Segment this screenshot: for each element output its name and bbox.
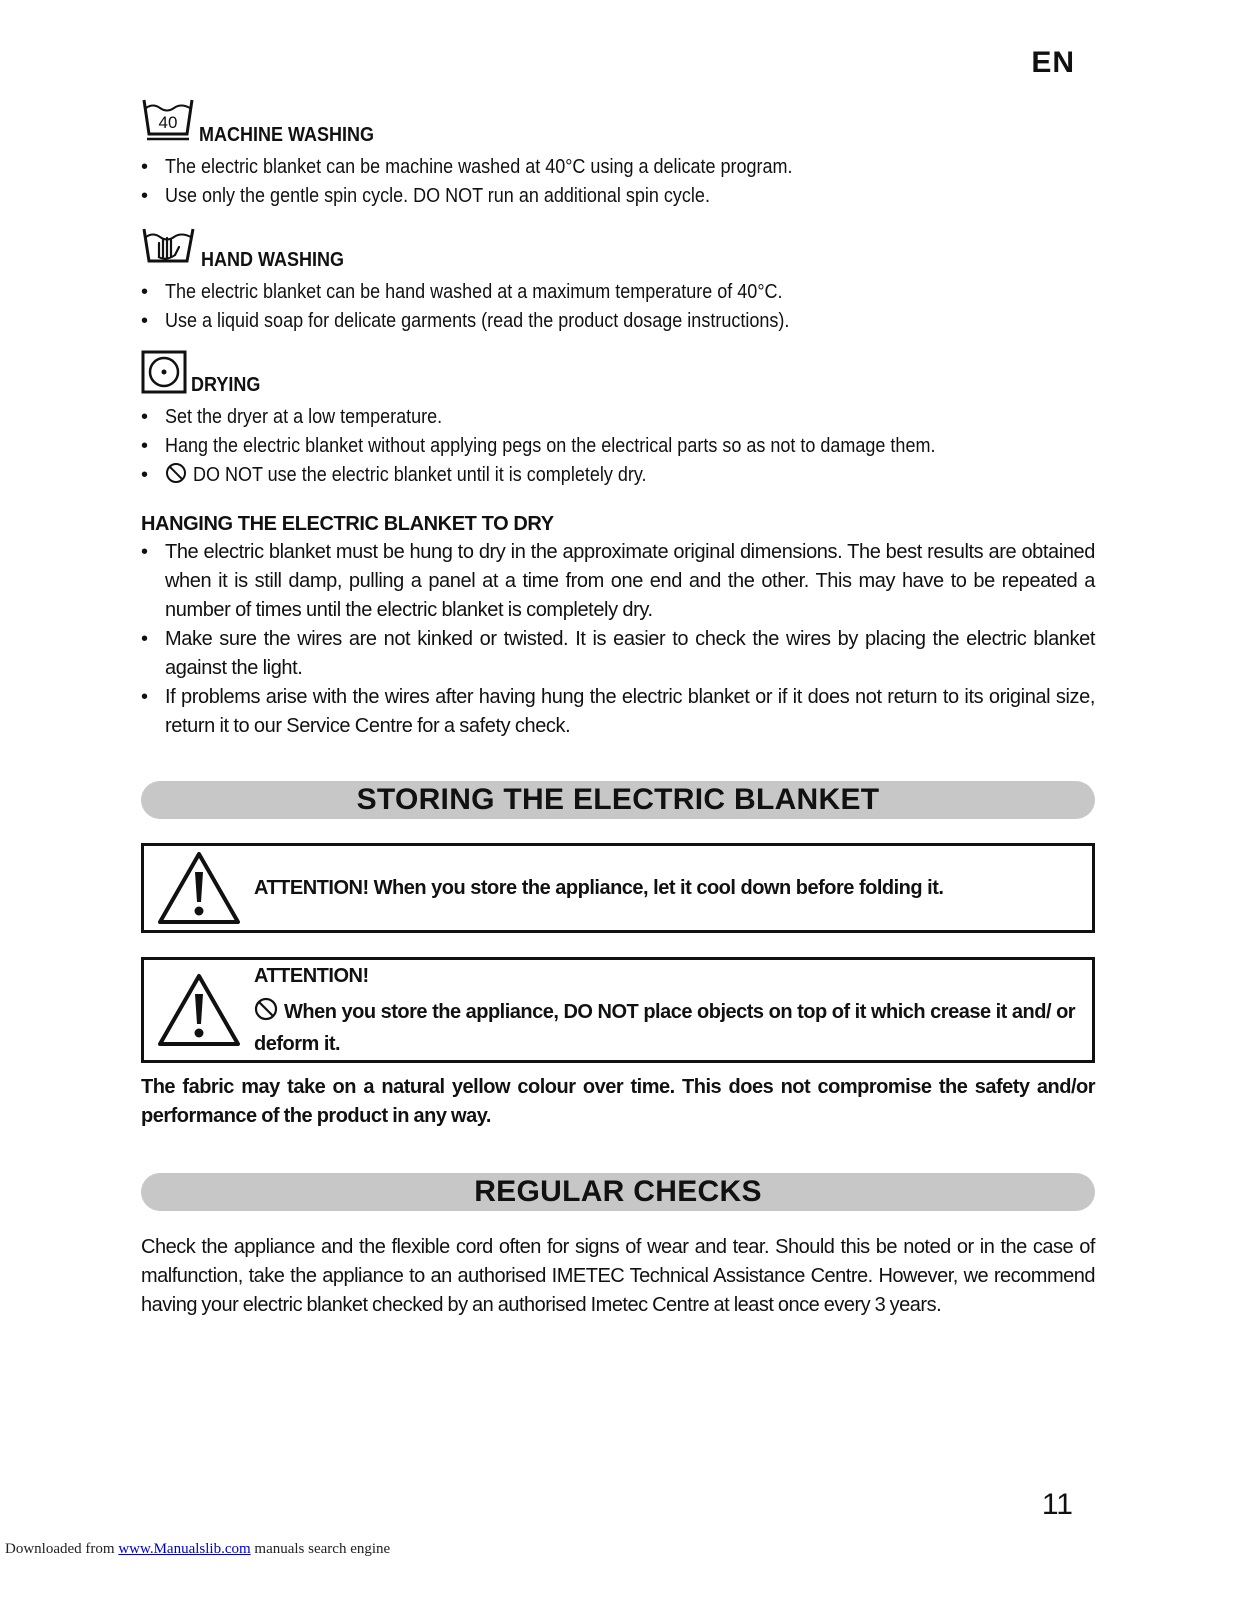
page-number: 11 bbox=[1041, 1488, 1073, 1521]
wash-40-icon bbox=[141, 94, 195, 149]
regular-checks-banner: REGULAR CHECKS bbox=[141, 1173, 1095, 1211]
hanging-title: HANGING THE ELECTRIC BLANKET TO DRY bbox=[141, 513, 554, 535]
warning-triangle-icon bbox=[144, 972, 254, 1048]
wash-40-label: 40 bbox=[158, 113, 178, 132]
page-content bbox=[141, 88, 1095, 1320]
warning-box-cool-down bbox=[141, 843, 1095, 933]
list-item: • The electric blanket must be hung to dry in the approximate original dimensions. The best results are obtained when it is still damp, pulling a panel at a time from one end and the other. This may have to be repeated a number of times until the electric blanket is completely dry. bbox=[141, 538, 1095, 625]
list-item: • Set the dryer at a low temperature. bbox=[141, 403, 1095, 432]
prohibition-icon bbox=[165, 462, 187, 493]
drying-list bbox=[141, 403, 1095, 493]
manualslib-link[interactable]: www.Manualslib.com bbox=[118, 1541, 251, 1557]
warning-triangle-icon bbox=[144, 850, 254, 926]
warning-text-cool-down: ATTENTION! When you store the appliance, let it cool down before folding it. bbox=[254, 876, 944, 899]
list-item: • DO NOT use the electric blanket until it is completely dry. bbox=[141, 461, 1095, 493]
language-code: EN bbox=[1031, 46, 1075, 79]
list-item: • If problems arise with the wires after having hung the electric blanket or if it does not return to its original size, return it to our Service Centre for a safety check. bbox=[141, 683, 1095, 741]
list-item: • The electric blanket can be machine washed at 40°C using a delicate program. bbox=[141, 153, 1095, 182]
yellow-colour-note: The fabric may take on a natural yellow colour over time. This does not compromise the safety and/or performance of the product in any way. bbox=[141, 1076, 1095, 1127]
list-item: • Use a liquid soap for delicate garments (read the product dosage instructions). bbox=[141, 307, 1095, 336]
drying-heading bbox=[141, 350, 1095, 399]
machine-washing-heading bbox=[141, 94, 1095, 149]
warning-body: When you store the appliance, DO NOT place objects on top of it which crease it and/ or deform it. bbox=[254, 1000, 1076, 1055]
list-item: • Hang the electric blanket without applying pegs on the electrical parts so as not to damage them. bbox=[141, 432, 1095, 461]
warning-title: ATTENTION! bbox=[254, 964, 369, 987]
regular-checks-text: Check the appliance and the flexible cord often for signs of wear and tear. Should this be noted or in the case of malfunction, take the appliance to an authorised IMETEC Technical Assistance Centre. However, we recommend having your electric blanket checked by an authorised Imetec Centre at least once every 3 years. bbox=[141, 1236, 1095, 1316]
warning-text-no-objects bbox=[254, 962, 1092, 1059]
download-footer bbox=[5, 1541, 390, 1558]
footer-prefix: Downloaded from bbox=[5, 1541, 119, 1557]
hand-washing-title: HAND WASHING bbox=[201, 249, 345, 271]
warning-box-no-objects bbox=[141, 957, 1095, 1063]
storing-banner: STORING THE ELECTRIC BLANKET bbox=[141, 781, 1095, 819]
hand-washing-list bbox=[141, 278, 1095, 336]
hand-washing-heading bbox=[141, 225, 1095, 274]
machine-washing-list bbox=[141, 153, 1095, 211]
list-item: • Make sure the wires are not kinked or twisted. It is easier to check the wires by placing the electric blanket against the light. bbox=[141, 625, 1095, 683]
list-item: • The electric blanket can be hand washed at a maximum temperature of 40°C. bbox=[141, 278, 1095, 307]
drying-title: DRYING bbox=[191, 374, 261, 396]
hanging-list bbox=[141, 538, 1095, 741]
footer-suffix: manuals search engine bbox=[250, 1541, 391, 1557]
list-item: • Use only the gentle spin cycle. DO NOT run an additional spin cycle. bbox=[141, 182, 1095, 211]
prohibition-icon bbox=[254, 997, 278, 1030]
hand-wash-icon bbox=[141, 225, 197, 274]
tumble-dry-icon bbox=[141, 350, 187, 399]
machine-washing-title: MACHINE WASHING bbox=[199, 124, 375, 146]
